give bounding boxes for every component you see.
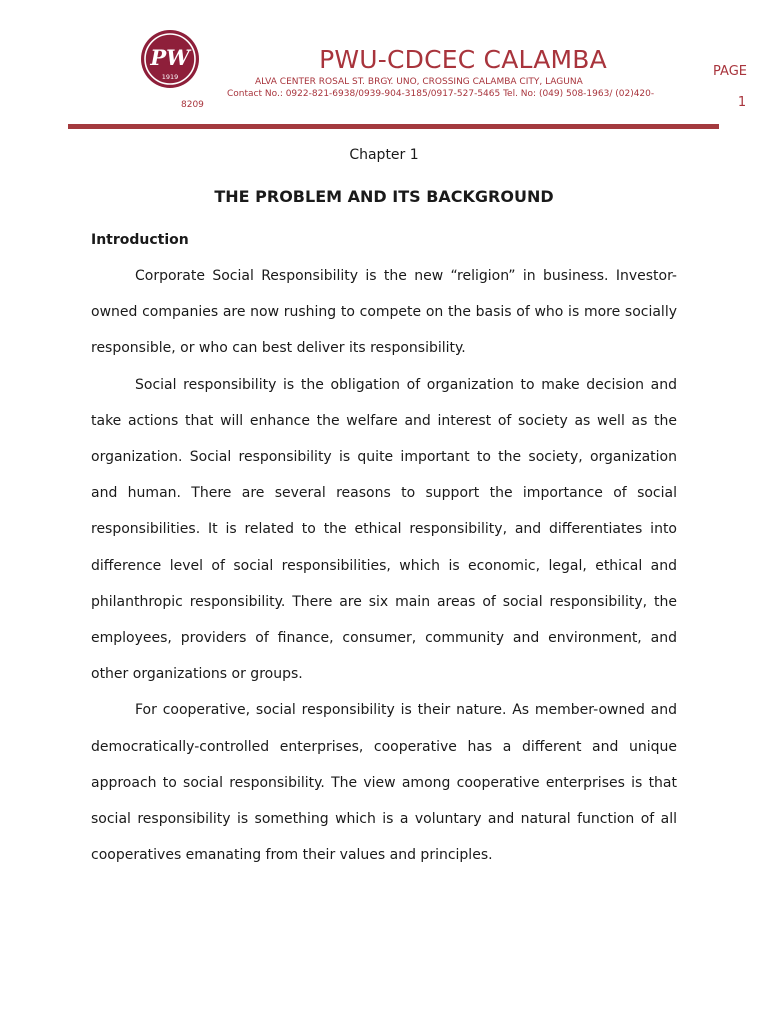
section-heading: Introduction [91,232,189,248]
university-logo [140,29,200,89]
logo-year: 1919 [161,73,179,81]
page-label: PAGE [713,64,747,79]
institution-contact: Contact No.: 0922-821-6938/0939-904-3185/0917-527-5465 Tel. No: (049) 508-1963/ (02)420-8209 [181,89,655,110]
paragraph: Social responsibility is the obligation of organization to make decision and take actions that will enhance the welfare and interest of society as well as the organization. Social responsibility is quite important to the society, organization and human. There are several reasons to support the importance of social responsibilities. It is related to the ethical responsibility, and differentiates into difference level of social responsibilities, which is economic, legal, ethical and philanthropic responsibility. There are six main areas of social responsibility, the employees, providers of finance, consumer, community and environment, and other organizations or groups. [91,376,677,683]
page-number: 1 [737,95,747,110]
chapter-title: THE PROBLEM AND ITS BACKGROUND [214,187,554,206]
chapter-label: Chapter 1 [349,147,419,163]
body-text [91,258,677,873]
paragraph: Corporate Social Responsibility is the new “religion” in business. Investor-owned companies are now rushing to compete on the basis of who is more socially responsible, or who can best deliver its responsibility. [91,268,677,357]
institution-name: PWU-CDCEC CALAMBA [319,45,607,74]
institution-address: ALVA CENTER ROSAL ST. BRGY. UNO, CROSSING CALAMBA CITY, LAGUNA [255,77,583,87]
paragraph: For cooperative, social responsibility is their nature. As member-owned and democratically-controlled enterprises, cooperative has a different and unique approach to social responsibility. The view among cooperative enterprises is that social responsibility is something which is a voluntary and natural function of all cooperatives emanating from their values and principles. [91,702,677,864]
university-seal-icon [140,29,200,89]
logo-monogram: PW [150,45,190,70]
header-divider [68,124,719,129]
